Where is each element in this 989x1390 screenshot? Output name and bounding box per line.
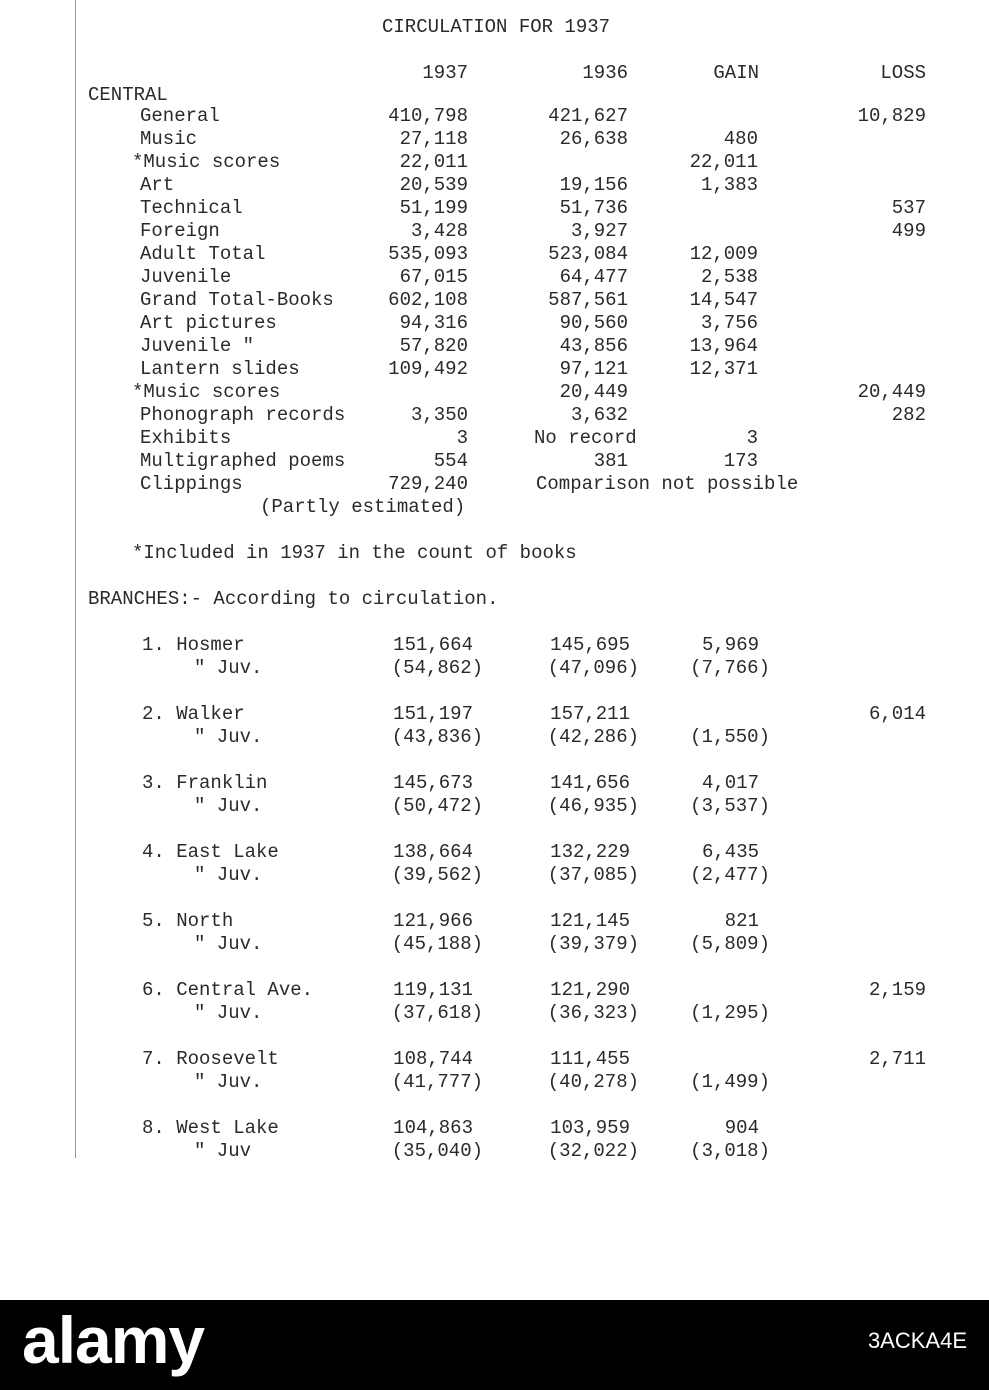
cell-1936: 381 [593,450,628,472]
column-header-1936: 1936 [582,62,628,84]
cell-1937: 151,664 [393,634,473,656]
branches-heading: BRANCHES:- According to circulation. [88,588,499,610]
cell-1937: 145,673 [393,772,473,794]
branch-name: 3. Franklin [142,772,268,794]
juv-cell-1936: (40,278) [547,1071,639,1093]
juv-cell-gain: (2,477) [690,864,770,886]
row-label: *Music scores [132,151,281,173]
cell-1936: 121,290 [550,979,630,1001]
cell-1936: 97,121 [559,358,628,380]
column-header-loss: LOSS [880,62,926,84]
cell-1937: 108,744 [393,1048,473,1070]
row-label: Art pictures [140,312,277,334]
watermark-logo: alamy [22,1303,205,1377]
branch-name: 2. Walker [142,703,245,725]
juv-cell-1937: (54,862) [391,657,483,679]
cell-1937: 410,798 [388,105,468,127]
juvenile-label: " Juv. [194,933,263,955]
page-margin-line [75,0,76,1158]
cell-gain: 1,383 [700,174,758,196]
cell-1937: 119,131 [393,979,473,1001]
cell-1937: 109,492 [388,358,468,380]
cell-1936: 90,560 [559,312,628,334]
juv-cell-1937: (45,188) [391,933,483,955]
cell-1937: 121,966 [393,910,473,932]
cell-gain: 821 [724,910,759,932]
row-label: Grand Total-Books [140,289,334,311]
row-label: Art [140,174,175,196]
juv-cell-gain: (7,766) [690,657,770,679]
juv-cell-gain: (3,018) [690,1140,770,1162]
cell-1937: 67,015 [399,266,468,288]
juv-cell-1936: (36,323) [547,1002,639,1024]
cell-1936: 26,638 [559,128,628,150]
cell-1936: 64,477 [559,266,628,288]
row-label: Juvenile [140,266,232,288]
juvenile-label: " Juv. [194,864,263,886]
cell-loss: 499 [891,220,926,242]
cell-1937: 51,199 [399,197,468,219]
juvenile-label: " Juv. [194,795,263,817]
cell-1936: 20,449 [559,381,628,403]
cell-gain: 904 [724,1117,759,1139]
cell-1936: 19,156 [559,174,628,196]
cell-1937: 535,093 [388,243,468,265]
cell-1936: 103,959 [550,1117,630,1139]
juv-cell-1936: (42,286) [547,726,639,748]
cell-gain: 12,009 [689,243,758,265]
cell-gain: 4,017 [701,772,759,794]
cell-gain: 22,011 [689,151,758,173]
document-title: CIRCULATION FOR 1937 [382,16,611,38]
row-label: Foreign [140,220,220,242]
cell-1936: 3,632 [570,404,628,426]
cell-loss: 20,449 [857,381,926,403]
branch-name: 6. Central Ave. [142,979,314,1001]
row-label: Technical [140,197,243,219]
cell-loss: 282 [891,404,926,426]
cell-1937: 138,664 [393,841,473,863]
cell-gain: 5,969 [701,634,759,656]
cell-1936: 157,211 [550,703,630,725]
cell-1936: 3,927 [570,220,628,242]
branch-name: 5. North [142,910,234,932]
cell-1936: No record [534,427,637,449]
cell-1936: 121,145 [550,910,630,932]
column-header-1937: 1937 [422,62,468,84]
cell-gain: 3,756 [700,312,758,334]
juv-cell-1936: (39,379) [547,933,639,955]
juv-cell-1937: (41,777) [391,1071,483,1093]
row-label: Multigraphed poems [140,450,346,472]
cell-gain: 12,371 [689,358,758,380]
cell-1936: 145,695 [550,634,630,656]
cell-1937: 3 [456,427,468,449]
cell-1937: 22,011 [399,151,468,173]
row-label: Adult Total [140,243,266,265]
juvenile-label: " Juv. [194,1071,263,1093]
cell-1937: 20,539 [399,174,468,196]
cell-1936: 43,856 [559,335,628,357]
row-label: Phonograph records [140,404,346,426]
juv-cell-gain: (1,499) [690,1071,770,1093]
cell-loss: 537 [891,197,926,219]
cell-1937: 554 [433,450,468,472]
row-label: Clippings [140,473,243,495]
cell-gain: 6,435 [701,841,759,863]
juvenile-label: " Juv [194,1140,252,1162]
cell-1937: 3,428 [410,220,468,242]
row-label: *Music scores [132,381,281,403]
branch-name: 8. West Lake [142,1117,279,1139]
cell-1937: 151,197 [393,703,473,725]
juv-cell-1936: (37,085) [547,864,639,886]
cell-gain: 3 [746,427,758,449]
juv-cell-1937: (39,562) [391,864,483,886]
cell-1936: 587,561 [548,289,628,311]
cell-1937: 27,118 [399,128,468,150]
cell-loss: 2,711 [868,1048,926,1070]
cell-1937: 104,863 [393,1117,473,1139]
juvenile-label: " Juv. [194,657,263,679]
juv-cell-1937: (35,040) [391,1140,483,1162]
juv-cell-1937: (43,836) [391,726,483,748]
cell-1936: 111,455 [550,1048,630,1070]
cell-1936: 141,656 [550,772,630,794]
juv-cell-1936: (47,096) [547,657,639,679]
cell-1937: 57,820 [399,335,468,357]
juv-cell-gain: (1,295) [690,1002,770,1024]
juv-cell-1936: (46,935) [547,795,639,817]
cell-loss: 6,014 [868,703,926,725]
column-header-gain: GAIN [713,62,759,84]
cell-gain: 13,964 [689,335,758,357]
cell-gain: 480 [723,128,758,150]
clippings-note: (Partly estimated) [260,496,466,518]
row-label: Music [140,128,198,150]
row-label: Lantern slides [140,358,300,380]
footnote: *Included in 1937 in the count of books [132,542,577,564]
cell-1937: 94,316 [399,312,468,334]
cell-1937: 729,240 [388,473,468,495]
juv-cell-1936: (32,022) [547,1140,639,1162]
branch-name: 7. Roosevelt [142,1048,279,1070]
cell-1936: 51,736 [559,197,628,219]
cell-1936: 132,229 [550,841,630,863]
cell-loss: 2,159 [868,979,926,1001]
juv-cell-1937: (50,472) [391,795,483,817]
cell-gain: 173 [723,450,758,472]
row-label: Exhibits [140,427,232,449]
cell-1936: 421,627 [548,105,628,127]
cell-gain: 14,547 [689,289,758,311]
juv-cell-gain: (3,537) [690,795,770,817]
cell-1936: 523,084 [548,243,628,265]
row-label: Juvenile " [140,335,255,357]
juv-cell-gain: (1,550) [690,726,770,748]
cell-1937: 602,108 [388,289,468,311]
juv-cell-gain: (5,809) [690,933,770,955]
juvenile-label: " Juv. [194,1002,263,1024]
cell-loss: 10,829 [857,105,926,127]
juv-cell-1937: (37,618) [391,1002,483,1024]
row-label: General [140,105,220,127]
central-heading: CENTRAL [88,84,168,106]
branch-name: 4. East Lake [142,841,279,863]
cell-1937: 3,350 [410,404,468,426]
cell-gain: 2,538 [700,266,758,288]
watermark-image-id: 3ACKA4E [867,1328,967,1353]
juvenile-label: " Juv. [194,726,263,748]
cell-1936: Comparison not possible [536,473,799,495]
branch-name: 1. Hosmer [142,634,245,656]
